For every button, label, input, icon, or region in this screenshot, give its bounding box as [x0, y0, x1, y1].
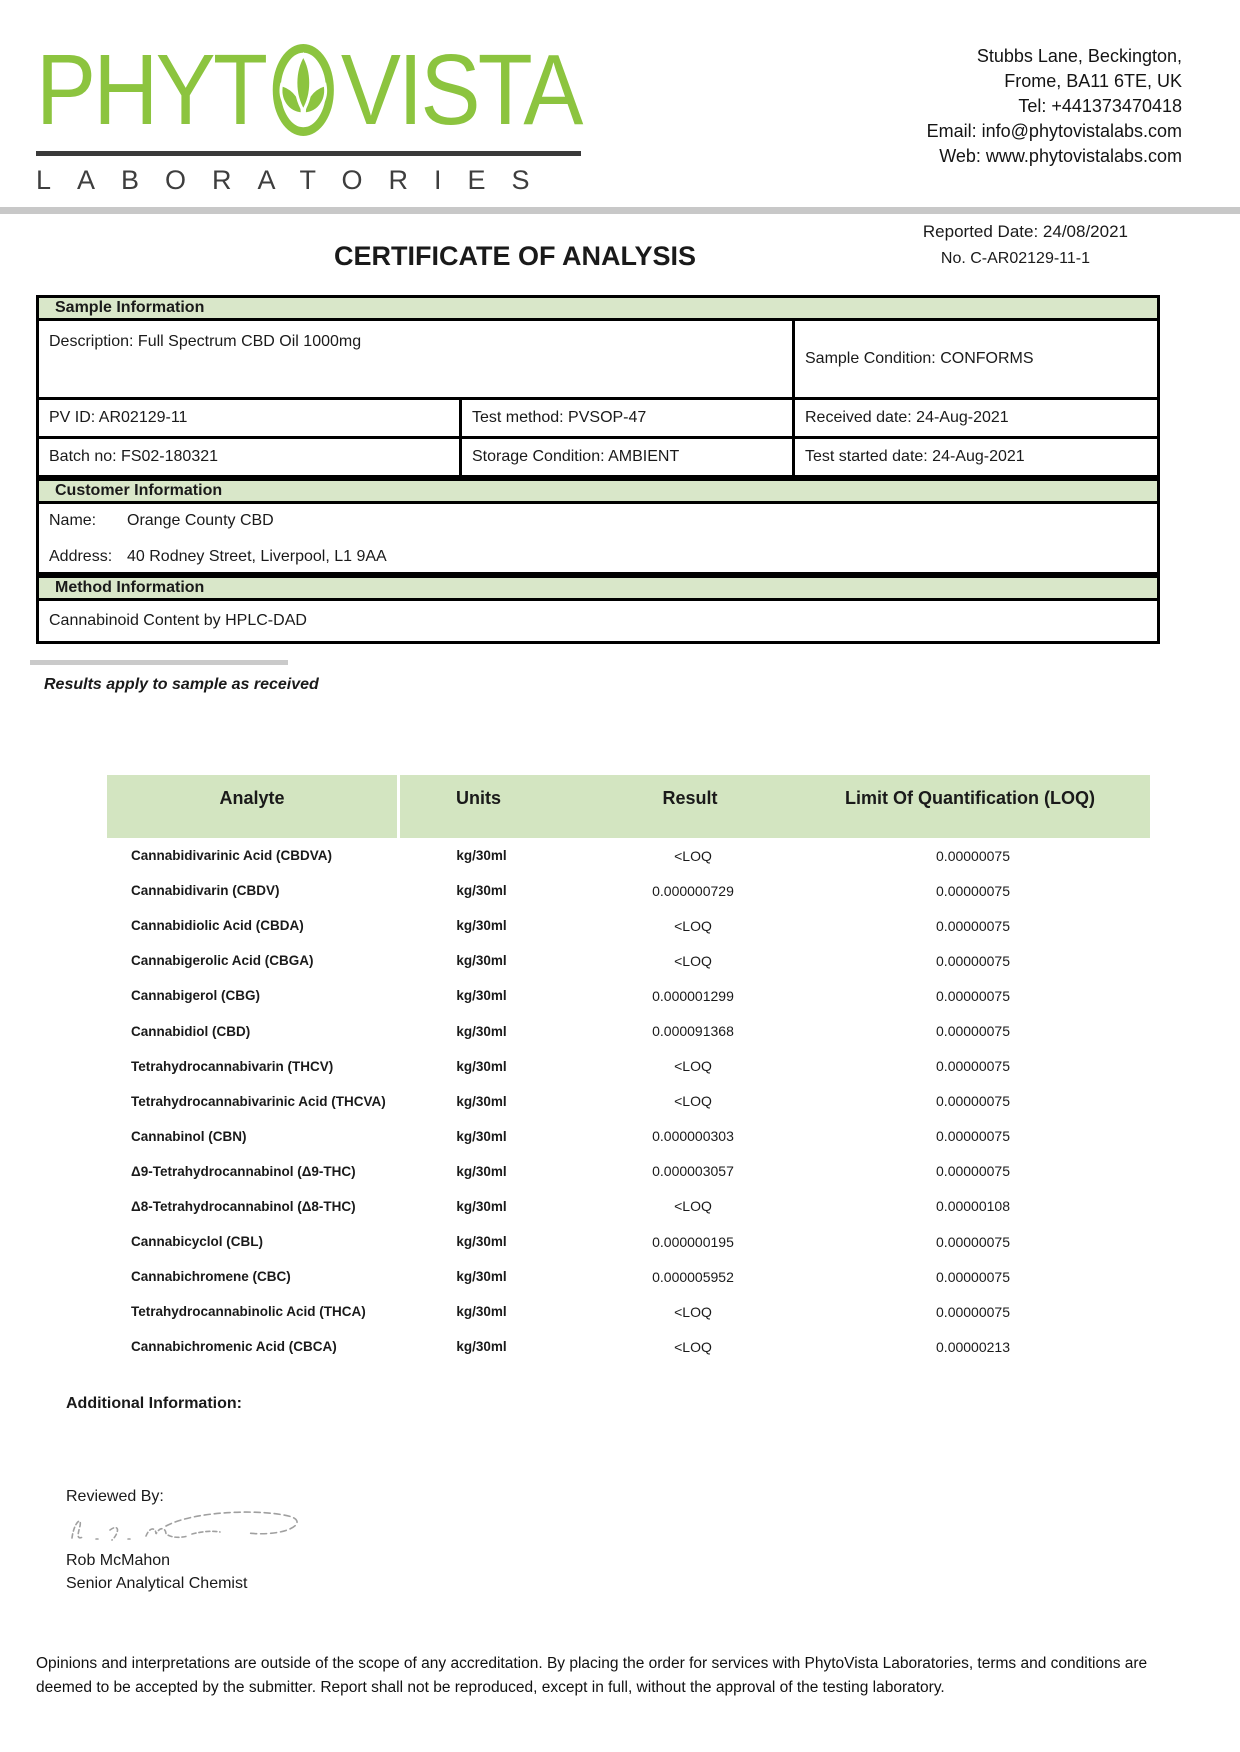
test-method: Test method: PVSOP-47 — [462, 400, 792, 436]
col-header-loq: Limit Of Quantification (LOQ) — [845, 788, 1095, 808]
table-cell-loq: 0.00000075 — [936, 1268, 1010, 1285]
table-cell-units: kg/30ml — [456, 883, 507, 899]
table-cell-loq: 0.00000075 — [936, 1058, 1010, 1075]
signature-image — [62, 1504, 312, 1557]
table-cell-units: kg/30ml — [456, 1304, 507, 1320]
table-row — [107, 838, 1150, 873]
test-started-date: Test started date: 24-Aug-2021 — [795, 439, 1157, 475]
table-cell-analyte: Cannabinol (CBN) — [131, 1128, 247, 1144]
col-header-result: Result — [662, 788, 718, 808]
table-row — [107, 1259, 1150, 1294]
table-cell-result: <LOQ — [674, 1303, 712, 1320]
table-cell-analyte: Δ8-Tetrahydrocannabinol (Δ8-THC) — [131, 1198, 356, 1214]
contact-line-web: Web: www.phytovistalabs.com — [939, 146, 1182, 166]
table-cell-result: <LOQ — [674, 1093, 712, 1110]
contact-block — [927, 44, 1182, 169]
table-row — [107, 1119, 1150, 1154]
table-cell-units: kg/30ml — [456, 1339, 507, 1355]
logo-text-pre: PHYT — [36, 34, 266, 146]
customer-name-row — [49, 512, 1147, 530]
table-cell-result: <LOQ — [674, 1058, 712, 1075]
logo-wordmark — [36, 34, 581, 146]
table-cell-result: <LOQ — [674, 917, 712, 934]
table-cell-analyte: Cannabigerolic Acid (CBGA) — [131, 953, 314, 969]
table-cell-result: <LOQ — [674, 847, 712, 864]
info-sections — [36, 295, 1160, 644]
report-number: No. C-AR02129-11-1 — [940, 250, 1090, 267]
logo-subtitle: LABORATORIES — [36, 165, 556, 195]
table-cell-units: kg/30ml — [456, 1163, 507, 1179]
table-cell-analyte: Δ9-Tetrahydrocannabinol (Δ9-THC) — [131, 1163, 356, 1179]
customer-address-value: 40 Rodney Street, Liverpool, L1 9AA — [127, 548, 387, 565]
table-row — [107, 908, 1150, 943]
table-cell-result: 0.000001299 — [652, 987, 734, 1004]
table-cell-result: 0.000003057 — [652, 1163, 734, 1180]
table-cell-loq: 0.00000075 — [936, 1093, 1010, 1110]
table-cell-units: kg/30ml — [456, 848, 507, 864]
table-cell-loq: 0.00000075 — [936, 1128, 1010, 1145]
batch-no: Batch no: FS02-180321 — [39, 439, 459, 475]
table-row — [107, 1154, 1150, 1189]
table-cell-units: kg/30ml — [456, 918, 507, 934]
table-row — [107, 1294, 1150, 1329]
reviewer-title: Senior Analytical Chemist — [66, 1575, 248, 1592]
reviewer-name: Rob McMahon — [66, 1552, 171, 1569]
method-information-heading: Method Information — [36, 575, 1160, 601]
table-cell-analyte: Cannabidivarinic Acid (CBDVA) — [131, 848, 333, 864]
table-cell-analyte: Cannabidiol (CBD) — [131, 1023, 251, 1039]
table-cell-units: kg/30ml — [456, 1023, 507, 1039]
table-cell-analyte: Tetrahydrocannabinolic Acid (THCA) — [131, 1304, 366, 1320]
sample-information-grid — [36, 321, 1160, 478]
table-cell-analyte: Cannabichromene (CBC) — [131, 1269, 291, 1285]
contact-line-email: Email: info@phytovistalabs.com — [926, 121, 1182, 141]
sample-condition: Sample Condition: CONFORMS — [795, 321, 1157, 397]
customer-address-row — [49, 548, 1147, 566]
results-table — [107, 775, 1150, 1364]
table-cell-units: kg/30ml — [456, 1269, 507, 1285]
table-cell-loq: 0.00000075 — [936, 1233, 1010, 1250]
customer-information-heading: Customer Information — [36, 478, 1160, 504]
company-logo — [36, 34, 641, 196]
table-row — [107, 1084, 1150, 1119]
table-cell-loq: 0.00000075 — [936, 882, 1010, 899]
contact-line-address2: Frome, BA11 6TE, UK — [1004, 71, 1182, 91]
footer-disclaimer: Opinions and interpretations are outside of the scope of any accreditation. By placing the order for services with PhytoVista Laboratories, terms and conditions are deemed to be accepted by the submitter. Report shall not be reproduced, except in full, without the approval of the testing laboratory. — [36, 1655, 1148, 1696]
table-cell-loq: 0.00000213 — [936, 1338, 1010, 1355]
table-cell-units: kg/30ml — [456, 1234, 507, 1250]
page-title: CERTIFICATE OF ANALYSIS — [333, 241, 697, 271]
table-row — [107, 1189, 1150, 1224]
table-row — [107, 978, 1150, 1013]
table-row — [107, 1013, 1150, 1048]
table-cell-analyte: Cannabichromenic Acid (CBCA) — [131, 1339, 337, 1355]
table-cell-units: kg/30ml — [456, 953, 507, 969]
table-cell-loq: 0.00000108 — [936, 1198, 1010, 1215]
customer-name-value: Orange County CBD — [127, 512, 274, 529]
sample-description: Description: Full Spectrum CBD Oil 1000mg — [39, 321, 792, 397]
table-cell-units: kg/30ml — [456, 988, 507, 1004]
col-header-units: Units — [456, 788, 501, 808]
table-cell-analyte: Cannabidivarin (CBDV) — [131, 883, 280, 899]
table-cell-result: 0.000091368 — [652, 1023, 734, 1040]
table-cell-result: 0.000000729 — [652, 882, 734, 899]
table-cell-loq: 0.00000075 — [936, 1163, 1010, 1180]
table-cell-units: kg/30ml — [456, 1093, 507, 1109]
table-cell-loq: 0.00000075 — [936, 1023, 1010, 1040]
logo-text-post: VISTA — [340, 34, 581, 146]
sample-information-heading: Sample Information — [36, 295, 1160, 321]
table-row — [107, 873, 1150, 908]
table-cell-analyte: Cannabidiolic Acid (CBDA) — [131, 918, 304, 934]
header-rule — [0, 207, 1240, 214]
table-row — [107, 1329, 1150, 1364]
contact-line-address1: Stubbs Lane, Beckington, — [976, 46, 1182, 66]
table-cell-result: 0.000000303 — [652, 1128, 734, 1145]
results-table-header — [107, 775, 1150, 838]
table-cell-loq: 0.00000075 — [936, 847, 1010, 864]
contact-line-tel: Tel: +441373470418 — [1018, 96, 1182, 116]
col-header-analyte: Analyte — [107, 775, 400, 838]
logo-divider — [36, 151, 581, 156]
separator-line — [30, 660, 288, 665]
customer-address-label: Address: — [49, 548, 113, 565]
table-cell-result: <LOQ — [674, 952, 712, 969]
table-cell-loq: 0.00000075 — [936, 917, 1010, 934]
table-cell-units: kg/30ml — [456, 1058, 507, 1074]
table-cell-result: <LOQ — [674, 1338, 712, 1355]
table-cell-analyte: Tetrahydrocannabivarinic Acid (THCVA) — [131, 1093, 386, 1109]
pv-id: PV ID: AR02129-11 — [39, 400, 459, 436]
received-date: Received date: 24-Aug-2021 — [795, 400, 1157, 436]
method-text: Cannabinoid Content by HPLC-DAD — [49, 612, 307, 629]
additional-information-label: Additional Information: — [66, 1395, 242, 1412]
leaf-icon — [271, 44, 336, 136]
table-cell-analyte: Tetrahydrocannabivarin (THCV) — [131, 1058, 334, 1074]
table-row — [107, 1049, 1150, 1084]
table-cell-loq: 0.00000075 — [936, 1303, 1010, 1320]
method-information-box — [36, 601, 1160, 644]
table-row — [107, 1224, 1150, 1259]
reported-date: Reported Date: 24/08/2021 — [922, 222, 1128, 241]
table-cell-result: <LOQ — [674, 1198, 712, 1215]
results-note: Results apply to sample as received — [44, 676, 319, 693]
table-cell-analyte: Cannabicyclol (CBL) — [131, 1234, 264, 1250]
table-cell-result: 0.000005952 — [652, 1268, 734, 1285]
table-cell-analyte: Cannabigerol (CBG) — [131, 988, 261, 1004]
reviewed-by-label: Reviewed By: — [66, 1488, 164, 1505]
customer-information-box — [36, 504, 1160, 575]
table-cell-units: kg/30ml — [456, 1128, 507, 1144]
table-row — [107, 943, 1150, 978]
table-cell-loq: 0.00000075 — [936, 987, 1010, 1004]
storage-condition: Storage Condition: AMBIENT — [462, 439, 792, 475]
customer-name-label: Name: — [49, 512, 97, 529]
table-cell-loq: 0.00000075 — [936, 952, 1010, 969]
table-cell-units: kg/30ml — [456, 1198, 507, 1214]
table-cell-result: 0.000000195 — [652, 1233, 734, 1250]
results-table-body — [107, 838, 1150, 1364]
